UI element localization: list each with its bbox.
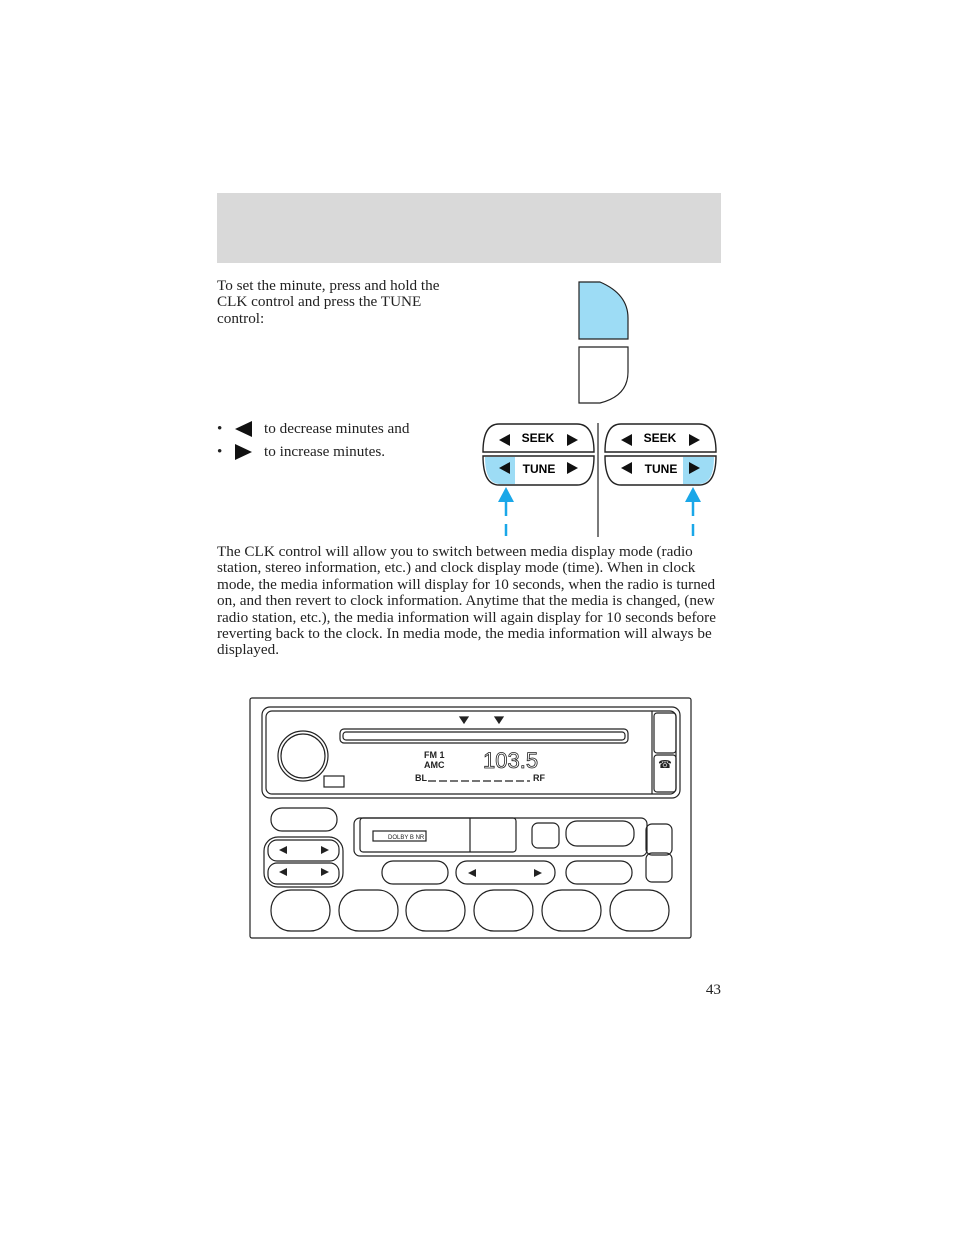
rocker-seek[interactable]	[268, 840, 339, 861]
intro-paragraph: To set the minute, press and hold the CLK control and press the TUNE control:	[217, 277, 440, 327]
display-band: FM 1	[424, 750, 445, 760]
rocker-seek-right-icon	[321, 846, 329, 854]
phone-icon: ☎	[658, 759, 672, 771]
body-paragraph: The CLK control will allow you to switch between media display mode (radio station, stereo information, etc.) and clock display mode (time). When in clock mode, the media information will display for 10 seconds, when the radio is turned on, and then revert to clock information. Anytime that the media is changed, (new radio station, etc.), the media information will again display for 10 seconds before reverting back to the clock. In media mode, the media information will always be displayed.	[217, 543, 716, 659]
row2-right-arrow-icon	[534, 869, 542, 877]
button-mode-lower[interactable]	[646, 853, 672, 882]
cd-slot	[340, 729, 628, 743]
preset-button-3[interactable]	[406, 890, 465, 931]
seek-label-left: SEEK	[521, 431, 555, 445]
bullet-increase: • to increase minutes.	[217, 442, 386, 460]
rocker-tune-right-icon	[321, 868, 329, 876]
display-balance-right: RF	[533, 773, 545, 783]
eject-marker-icon	[460, 717, 468, 723]
seek-label-right: SEEK	[643, 431, 677, 445]
preset-button-6[interactable]	[610, 890, 669, 931]
display-frequency: 103.5	[483, 748, 539, 773]
button-row2-1[interactable]	[382, 861, 448, 884]
preset-button-4[interactable]	[474, 890, 533, 931]
seek-tune-control-left	[483, 424, 594, 536]
page-number: 43	[705, 981, 721, 998]
button-row2-3[interactable]	[566, 861, 632, 884]
rocker-tune[interactable]	[268, 863, 339, 884]
clk-button-lower[interactable]	[579, 347, 628, 403]
button-top-left[interactable]	[271, 808, 337, 831]
clk-control-illustration	[579, 282, 628, 403]
button-mode-upper[interactable]	[646, 824, 672, 855]
bullet-decrease-text: to decrease minutes and	[264, 419, 410, 437]
preset-button-5[interactable]	[542, 890, 601, 931]
pointer-arrow-left-icon	[498, 487, 514, 502]
seek-tune-control-right	[605, 424, 716, 536]
rocker-seek-left-icon	[279, 846, 287, 854]
button-small-square[interactable]	[532, 823, 559, 848]
seek-tune-rocker[interactable]	[264, 837, 343, 887]
preset-button-2[interactable]	[339, 890, 398, 931]
bullet-increase-text: to increase minutes.	[264, 442, 386, 460]
bullet-decrease: • to decrease minutes and	[217, 419, 410, 437]
display-amc: AMC	[424, 760, 445, 770]
clk-button-upper[interactable]	[579, 282, 628, 339]
phone-button[interactable]	[654, 713, 676, 753]
pointer-arrow-right-icon	[685, 487, 701, 502]
radio-unit-illustration	[250, 698, 691, 938]
row2-left-arrow-icon	[468, 869, 476, 877]
tune-label-left: TUNE	[522, 462, 556, 476]
button-eject-cassette[interactable]	[566, 821, 634, 846]
display-balance-left: BL	[415, 773, 427, 783]
dolby-label: DOLBY B NR	[388, 835, 425, 841]
volume-knob[interactable]	[278, 731, 328, 781]
eject-marker-icon	[495, 717, 503, 723]
preset-button-1[interactable]	[271, 890, 330, 931]
tune-label-right: TUNE	[644, 462, 678, 476]
rocker-tune-left-icon	[279, 868, 287, 876]
cd-logo	[324, 776, 344, 787]
